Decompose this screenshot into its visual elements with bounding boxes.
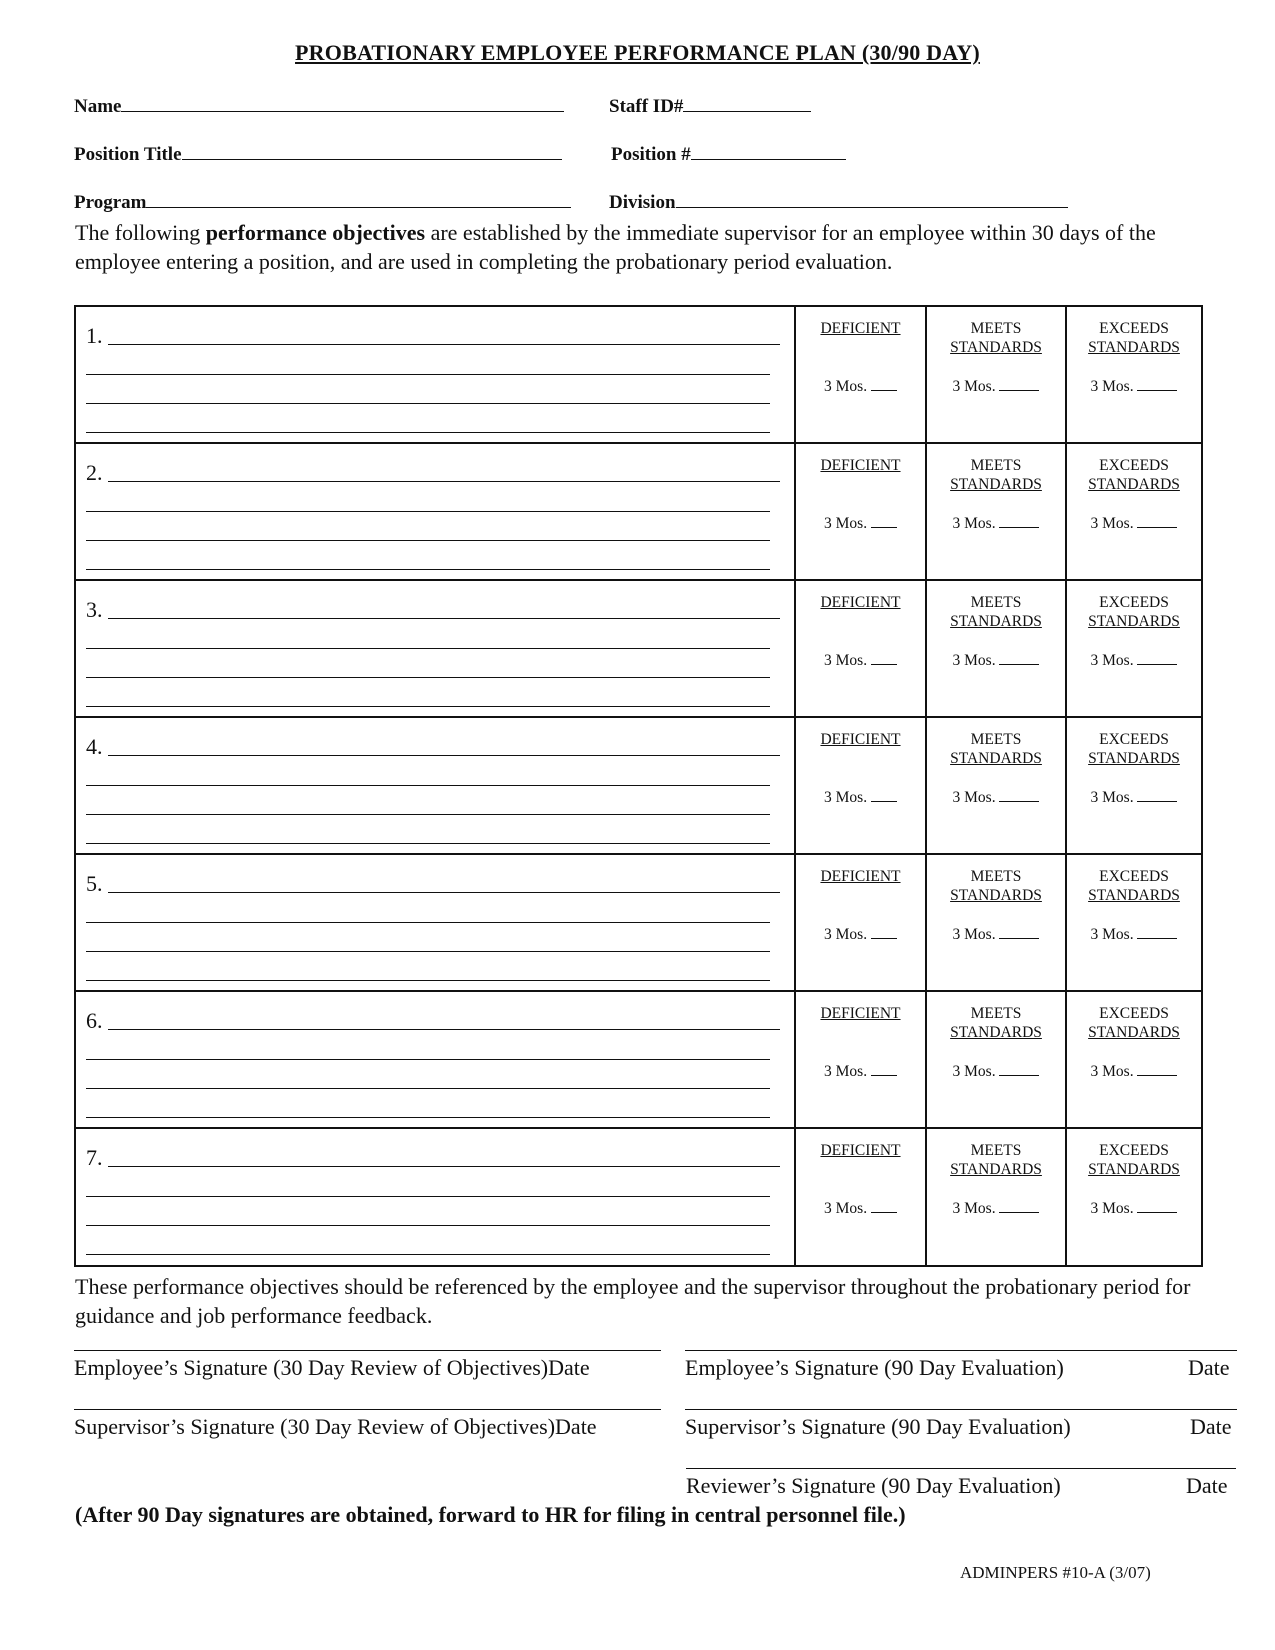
standards-label: STANDARDS: [1088, 613, 1180, 630]
meets-label: MEETS: [970, 457, 1022, 474]
filing-instruction: (After 90 Day signatures are obtained, forward to HR for filing in central personnel file.): [75, 1502, 906, 1527]
mos-label: 3 Mos.: [824, 1063, 868, 1080]
meets-standards-cell[interactable]: [927, 992, 1067, 1127]
objective-row: [76, 581, 1201, 718]
mos-label: 3 Mos.: [1090, 1200, 1134, 1217]
mos-label: 3 Mos.: [952, 652, 996, 669]
exceeds-standards-cell[interactable]: [1067, 307, 1201, 442]
mos-label: 3 Mos.: [952, 926, 996, 943]
name-field[interactable]: [74, 95, 564, 118]
mos-label: 3 Mos.: [824, 515, 868, 532]
deficient-label: DEFICIENT: [820, 1142, 901, 1159]
meets-standards-cell[interactable]: [927, 718, 1067, 853]
mos-label: 3 Mos.: [1090, 378, 1134, 395]
mos-label: 3 Mos.: [824, 652, 868, 669]
exceeds-label: EXCEEDS: [1099, 868, 1169, 885]
supervisor-90-signature-line[interactable]: [685, 1409, 1237, 1410]
mos-label: 3 Mos.: [824, 926, 868, 943]
deficient-cell[interactable]: [796, 581, 927, 716]
objective-number: 3.: [86, 597, 103, 622]
meets-label: MEETS: [970, 594, 1022, 611]
employee-30-signature-line[interactable]: [74, 1350, 661, 1351]
objective-entry[interactable]: [76, 992, 796, 1127]
standards-label: STANDARDS: [1088, 1161, 1180, 1178]
mos-label: 3 Mos.: [952, 378, 996, 395]
reviewer-90-signature-label: Reviewer’s Signature (90 Day Evaluation): [686, 1473, 1061, 1498]
exceeds-label: EXCEEDS: [1099, 457, 1169, 474]
exceeds-label: EXCEEDS: [1099, 731, 1169, 748]
position-number-field[interactable]: [611, 143, 846, 166]
meets-label: MEETS: [970, 320, 1022, 337]
deficient-label: DEFICIENT: [820, 320, 901, 337]
employee-90-date-label: Date: [1188, 1355, 1230, 1380]
exceeds-label: EXCEEDS: [1099, 1142, 1169, 1159]
standards-label: STANDARDS: [950, 887, 1042, 904]
objective-number: 5.: [86, 871, 103, 896]
standards-label: STANDARDS: [1088, 887, 1180, 904]
objective-entry[interactable]: [76, 855, 796, 990]
deficient-cell[interactable]: [796, 718, 927, 853]
position-title-field[interactable]: [74, 143, 562, 166]
mos-label: 3 Mos.: [952, 789, 996, 806]
employee-30-signature-label: Employee’s Signature (30 Day Review of Objectives)Date: [74, 1355, 590, 1380]
staff-id-label: Staff ID#: [609, 96, 684, 117]
meets-label: MEETS: [970, 1142, 1022, 1159]
standards-label: STANDARDS: [950, 476, 1042, 493]
objective-entry[interactable]: [76, 307, 796, 442]
meets-standards-cell[interactable]: [927, 1129, 1067, 1265]
meets-label: MEETS: [970, 868, 1022, 885]
deficient-cell[interactable]: [796, 1129, 927, 1265]
reviewer-90-date-label: Date: [1186, 1473, 1228, 1498]
standards-label: STANDARDS: [1088, 750, 1180, 767]
deficient-label: DEFICIENT: [820, 457, 901, 474]
division-label: Division: [609, 192, 676, 213]
objective-number: 6.: [86, 1008, 103, 1033]
form-id: ADMINPERS #10-A (3/07): [960, 1563, 1151, 1582]
program-field[interactable]: [74, 191, 571, 214]
deficient-label: DEFICIENT: [820, 594, 901, 611]
mos-label: 3 Mos.: [1090, 652, 1134, 669]
mos-label: 3 Mos.: [1090, 515, 1134, 532]
mos-label: 3 Mos.: [824, 378, 868, 395]
closing-paragraph: These performance objectives should be referenced by the employee and the supervisor throughout the probationary period for guidance and job performance feedback.: [75, 1274, 1191, 1328]
standards-label: STANDARDS: [950, 1024, 1042, 1041]
meets-standards-cell[interactable]: [927, 444, 1067, 579]
staff-id-field[interactable]: [609, 95, 811, 118]
objective-row: [76, 444, 1201, 581]
supervisor-30-signature-line[interactable]: [74, 1409, 661, 1410]
objective-number: 4.: [86, 734, 103, 759]
objective-number: 1.: [86, 323, 103, 348]
mos-label: 3 Mos.: [952, 1063, 996, 1080]
standards-label: STANDARDS: [1088, 476, 1180, 493]
mos-label: 3 Mos.: [1090, 926, 1134, 943]
objective-entry[interactable]: [76, 444, 796, 579]
deficient-cell[interactable]: [796, 307, 927, 442]
meets-standards-cell[interactable]: [927, 307, 1067, 442]
exceeds-standards-cell[interactable]: [1067, 1129, 1201, 1265]
standards-label: STANDARDS: [1088, 339, 1180, 356]
name-label: Name: [74, 96, 122, 117]
mos-label: 3 Mos.: [952, 515, 996, 532]
objective-row: [76, 718, 1201, 855]
mos-label: 3 Mos.: [1090, 789, 1134, 806]
program-label: Program: [74, 192, 147, 213]
position-number-label: Position #: [611, 144, 691, 165]
intro-text-before: The following: [75, 220, 206, 245]
exceeds-standards-cell[interactable]: [1067, 855, 1201, 990]
exceeds-standards-cell[interactable]: [1067, 718, 1201, 853]
objective-entry[interactable]: [76, 581, 796, 716]
exceeds-label: EXCEEDS: [1099, 1005, 1169, 1022]
meets-standards-cell[interactable]: [927, 855, 1067, 990]
supervisor-90-date-label: Date: [1190, 1414, 1232, 1439]
position-title-label: Position Title: [74, 144, 182, 165]
exceeds-label: EXCEEDS: [1099, 594, 1169, 611]
division-field[interactable]: [609, 191, 1068, 214]
objective-row: [76, 992, 1201, 1129]
reviewer-90-signature-line[interactable]: [686, 1468, 1236, 1469]
employee-90-signature-label: Employee’s Signature (90 Day Evaluation): [685, 1355, 1064, 1380]
mos-label: 3 Mos.: [824, 1200, 868, 1217]
objective-row: [76, 307, 1201, 444]
deficient-label: DEFICIENT: [820, 1005, 901, 1022]
deficient-label: DEFICIENT: [820, 731, 901, 748]
exceeds-standards-cell[interactable]: [1067, 444, 1201, 579]
objective-row: [76, 855, 1201, 992]
form-title: PROBATIONARY EMPLOYEE PERFORMANCE PLAN (30/90 DAY): [295, 40, 980, 65]
deficient-cell[interactable]: [796, 444, 927, 579]
objective-number: 2.: [86, 460, 103, 485]
standards-label: STANDARDS: [950, 750, 1042, 767]
mos-label: 3 Mos.: [952, 1200, 996, 1217]
mos-label: 3 Mos.: [824, 789, 868, 806]
objectives-table: [74, 305, 1203, 1267]
deficient-cell[interactable]: [796, 992, 927, 1127]
supervisor-90-signature-label: Supervisor’s Signature (90 Day Evaluation): [685, 1414, 1071, 1439]
meets-label: MEETS: [970, 731, 1022, 748]
standards-label: STANDARDS: [1088, 1024, 1180, 1041]
deficient-label: DEFICIENT: [820, 868, 901, 885]
meets-standards-cell[interactable]: [927, 581, 1067, 716]
objective-entry[interactable]: [76, 718, 796, 853]
objective-number: 7.: [86, 1145, 103, 1170]
standards-label: STANDARDS: [950, 1161, 1042, 1178]
intro-text-bold: performance objectives: [205, 220, 426, 245]
mos-label: 3 Mos.: [1090, 1063, 1134, 1080]
meets-label: MEETS: [970, 1005, 1022, 1022]
objective-entry[interactable]: [76, 1129, 796, 1265]
intro-paragraph: [75, 218, 1205, 276]
intro-text-after: are established by the immediate supervisor for an employee within 30 days of the employee entering a position, and are used in completing the probationary period evaluation.: [75, 220, 1156, 274]
supervisor-30-signature-label: Supervisor’s Signature (30 Day Review of Objectives)Date: [74, 1414, 597, 1439]
exceeds-label: EXCEEDS: [1099, 320, 1169, 337]
standards-label: STANDARDS: [950, 613, 1042, 630]
standards-label: STANDARDS: [950, 339, 1042, 356]
deficient-cell[interactable]: [796, 855, 927, 990]
objective-row: [76, 1129, 1201, 1265]
exceeds-standards-cell[interactable]: [1067, 992, 1201, 1127]
exceeds-standards-cell[interactable]: [1067, 581, 1201, 716]
employee-90-signature-line[interactable]: [685, 1350, 1237, 1351]
